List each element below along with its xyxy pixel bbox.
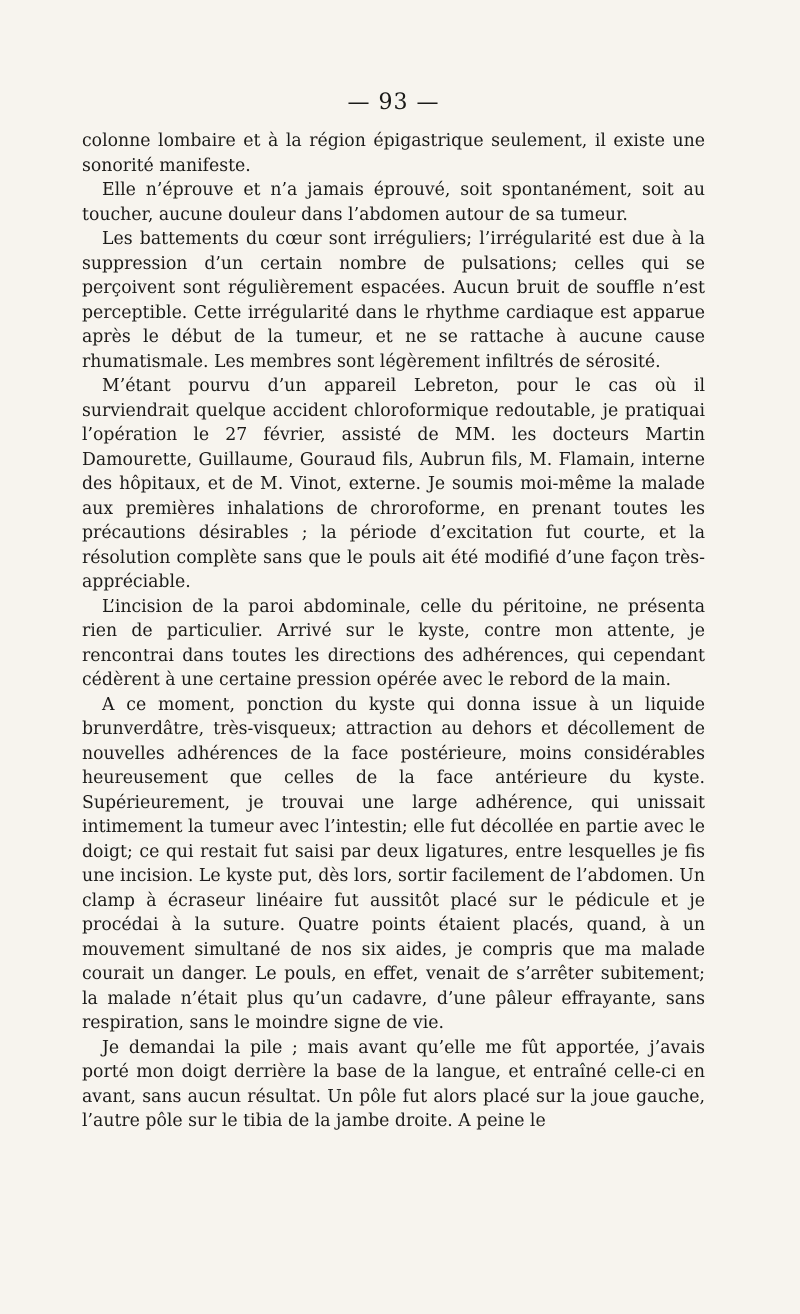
page-number: — 93 — bbox=[347, 90, 440, 115]
paragraph-6: A ce moment, ponction du kyste qui donna issue à un liquide brunverdâtre, très-visqueux; attraction au dehors et décollement de nouvelles adhérences de la face postérieure, moins considérables heureusement que celles de la face antérieure du kyste. Supérieurement, je trouvai une large adhérence, qui unissait intimement la tumeur avec l’intestin; elle fut décollée en partie avec le doigt; ce qui restait fut saisi par deux ligatures, entre lesquelles je fis une incision. Le kyste put, dès lors, sortir facilement de l’abdomen. Un clamp à écraseur linéaire fut aussitôt placé sur le pédicule et je procédai à la suture. Quatre points étaient placés, quand, à un mouvement simultané de nos six aides, je compris que ma malade courait un danger. Le pouls, en effet, venait de s’arrêter subitement; la malade n’était plus qu’un cadavre, d’une pâleur effrayante, sans respiration, sans le moindre signe de vie. bbox=[82, 694, 705, 1033]
paragraph-3: Les battements du cœur sont irréguliers; l’irrégularité est due à la suppression d’un certain nombre de pulsations; celles qui se perçoivent sont régulièrement espacées. Aucun bruit de souffle n’est perceptible. Cette irrégularité dans le rhythme cardiaque est apparue après le début de la tumeur, et ne se rattache à aucune cause rhumatismale. Les membres sont légèrement infiltrés de sérosité. bbox=[82, 229, 705, 372]
paragraph-7: Je demandai la pile ; mais avant qu’elle me fût apportée, j’avais porté mon doigt derrière la base de la langue, et entraîné celle-ci en avant, sans aucun résultat. Un pôle fut alors placé sur la joue gauche, l’autre pôle sur le tibia de la jambe droite. A peine le bbox=[82, 1037, 705, 1131]
paragraph-2: Elle n’éprouve et n’a jamais éprouvé, soit spontanément, soit au toucher, aucune douleur dans l’abdomen autour de sa tumeur. bbox=[82, 180, 705, 225]
paragraph-5: L’incision de la paroi abdominale, celle du péritoine, ne présenta rien de particulier. Arrivé sur le kyste, contre mon attente, je rencontrai dans toutes les directions des adhérences, qui cependant cédèrent à une certaine pression opérée avec le rebord de la main. bbox=[82, 596, 705, 690]
paragraph-1: colonne lombaire et à la région épigastrique seulement, il existe une sonorité manifeste. bbox=[82, 131, 705, 176]
paragraph-4: M’étant pourvu d’un appareil Lebreton, pour le cas où il surviendrait quelque accident chloroformique redoutable, je pratiquai l’opération le 27 février, assisté de MM. les docteurs Martin Damourette, Guillaume, Gouraud fils, Aubrun fils, M. Flamain, interne des hôpitaux, et de M. Vinot, externe. Je soumis moi-même la malade aux premières inhalations de chroroforme, en prenant toutes les précautions désirables ; la période d’excitation fut courte, et la résolution complète sans que le pouls ait été modifié d’une façon très-appréciable. bbox=[82, 376, 705, 592]
